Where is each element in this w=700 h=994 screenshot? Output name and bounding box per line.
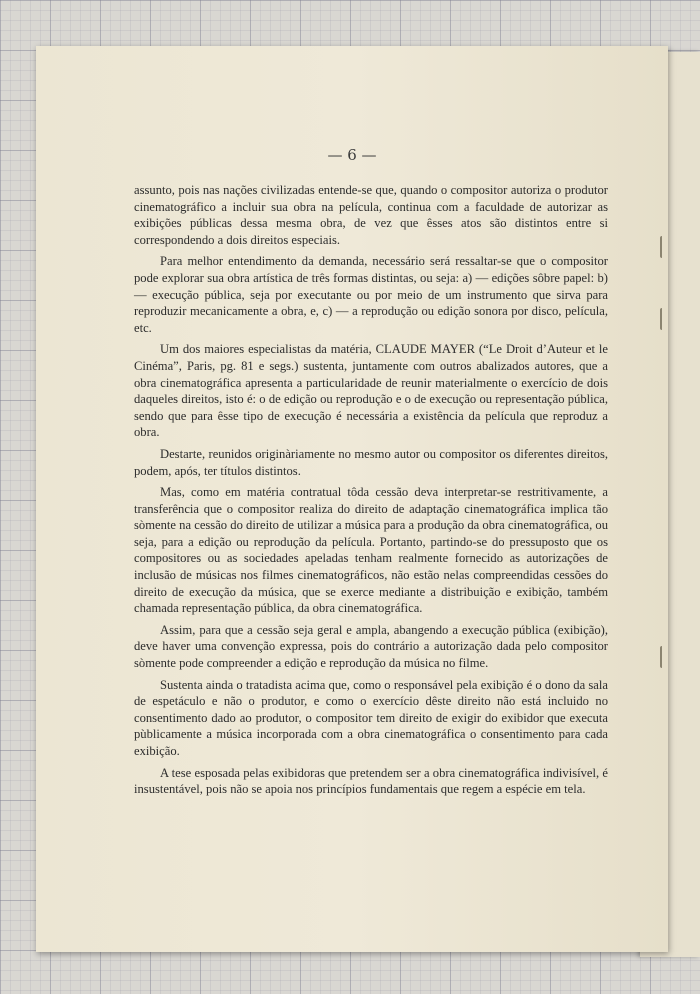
paragraph: Para melhor entendimento da demanda, necessário será ressaltar-se que o compositor pode explorar sua obra artística de três formas distintas, ou seja: a) — edições sôbre papel: b) — execução pública, seja por executante ou por meio de um instrumento que sirva para reproduzir mecanicamente a obra, e, c) — a reprodução ou edição sonora por disco, película, etc. (134, 254, 608, 335)
document-page (36, 46, 668, 952)
paragraph: Um dos maiores especialistas da matéria, CLAUDE MAYER (“Le Droit d’Auteur et le Cinéma”, Paris, pg. 81 e segs.) sustenta, juntamente com outros abalizados autores, que a obra cinematográfica apresenta a particularidade de reunir materialmente o exercício de dois daqueles direitos, isto é: o de edição ou reprodução e o de execução ou representação pública, sendo que para êsse tipo de execução é necessária a existência da película que reproduz a obra. (134, 342, 608, 440)
paragraph: Mas, como em matéria contratual tôda cessão deva interpretar-se restritivamente, a transferência que o compositor realiza do direito de adaptação cinematográfica implica tão sòmente na cessão do direito de utilizar a música para a produção da obra cinematográfica, ou seja, para a edição ou reprodução da película. Portanto, partindo-se do pressuposto que os compositores ou as sociedades apeladas tenham realmente fornecido as autorizações de inclusão de músicas nos filmes cinematográficos, não estão nelas compreendidas cessões do direito de execução da música, que se exerce mediante a distribuição e exibição, também chamada representação pública, da obra cinematográfica. (134, 485, 608, 616)
page-number: — 6 — (327, 146, 377, 164)
paragraph: Assim, para que a cessão seja geral e ampla, abangendo a execução pública (exibição), deve haver uma convenção expressa, pois do contrário a autorização dada pelo compositor sòmente pode compreender a edição e reprodução da música no filme. (134, 622, 608, 671)
staple-mark (660, 646, 668, 668)
body-text (134, 182, 608, 803)
paragraph: assunto, pois nas nações civilizadas entende-se que, quando o compositor autoriza o produtor cinematográfico a incluir sua obra na película, continua com a faculdade de autorizar as exibições públicas dessa mesma obra, de vez que êsses atos são distintos entre si correspondendo a dois direitos especiais. (134, 183, 608, 247)
staple-mark (660, 308, 668, 330)
paragraph: Sustenta ainda o tratadista acima que, como o responsável pela exibição é o dono da sala de espetáculo e não o produtor, e como o exercício dêste direito não está incluido no consentimento dado ao produtor, o compositor tem direito de exigir do exibidor que executa pùblicamente a música incorporada com a obra cinematográfica o consentimento para cada exibição. (134, 677, 608, 758)
staple-mark (660, 236, 668, 258)
paragraph: Destarte, reunidos originàriamente no mesmo autor ou compositor os diferentes direitos, podem, após, ter títulos distintos. (134, 446, 608, 478)
paragraph: A tese esposada pelas exibidoras que pretendem ser a obra cinematográfica indivisível, é insustentável, pois não se apoia nos princípios fundamentais que regem a espécie em tela. (134, 765, 608, 797)
